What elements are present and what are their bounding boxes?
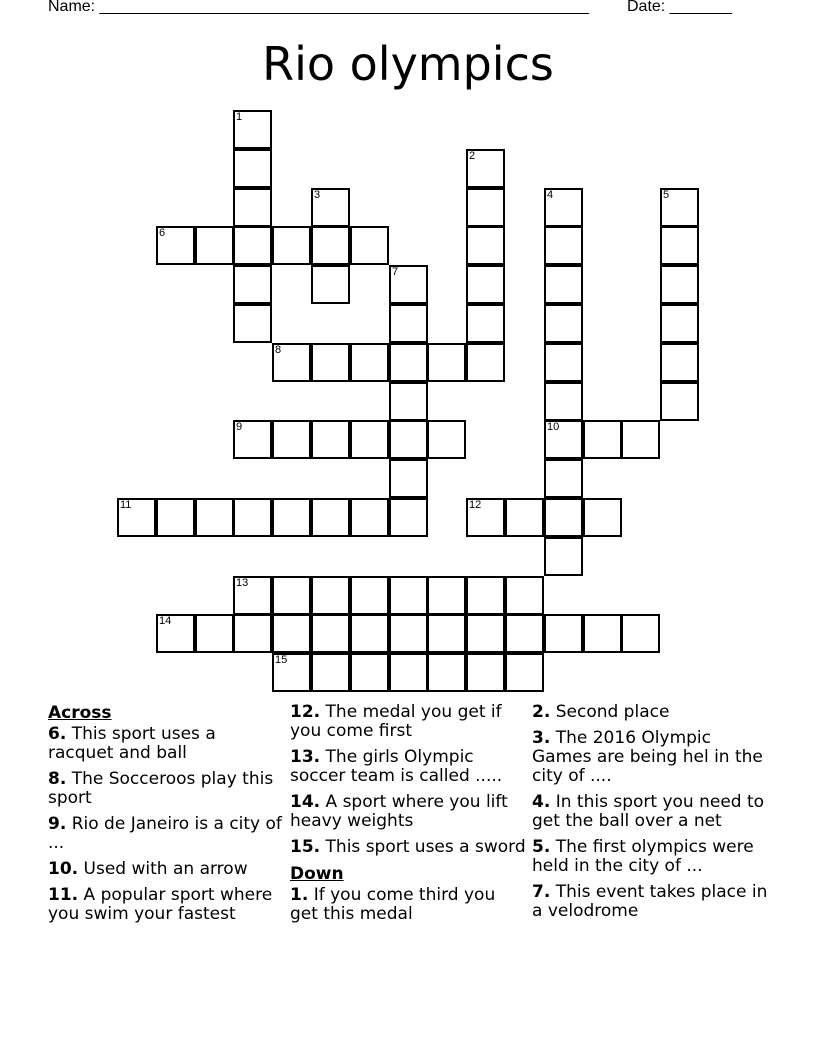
grid-cell[interactable] — [389, 614, 428, 653]
grid-cell[interactable] — [350, 653, 389, 692]
grid-cell[interactable] — [389, 459, 428, 498]
clue-across-6: 6. This sport uses a racquet and ball — [48, 724, 216, 763]
grid-cell[interactable] — [544, 614, 583, 653]
grid-cell[interactable] — [272, 420, 311, 459]
clue-number: 3 — [314, 189, 321, 201]
clue-down-3: 3. The 2016 Olympic Games are being hel in the city of .... — [532, 728, 763, 786]
grid-cell[interactable] — [233, 188, 272, 227]
page-title: Rio olympics — [262, 37, 554, 91]
grid-cell[interactable] — [272, 653, 311, 692]
across-heading: Across — [48, 703, 112, 723]
grid-cell[interactable] — [389, 498, 428, 537]
clue-number: 15 — [275, 654, 288, 666]
clue-number: 13 — [236, 577, 249, 589]
clue-down-4: 4. In this sport you need to get the ball over a net — [532, 792, 765, 831]
grid-cell[interactable] — [272, 343, 311, 382]
clue-number: 11 — [120, 499, 132, 511]
clue-number: 7 — [392, 266, 399, 278]
grid-cell[interactable] — [195, 498, 234, 537]
grid-cell[interactable] — [311, 498, 350, 537]
clues-column-2 — [290, 703, 526, 931]
grid-cell[interactable] — [544, 226, 583, 265]
grid-cell[interactable] — [350, 576, 389, 615]
clue-number: 2 — [469, 150, 476, 162]
grid-cell[interactable] — [389, 343, 428, 382]
grid-cell[interactable] — [389, 576, 428, 615]
grid-cell[interactable] — [156, 614, 195, 653]
grid-cell[interactable] — [505, 576, 544, 615]
grid-cell[interactable] — [505, 498, 544, 537]
grid-cell[interactable] — [233, 265, 272, 304]
clue-number: 14 — [159, 615, 172, 627]
grid-cell[interactable] — [311, 576, 350, 615]
clue-number: 1 — [236, 111, 243, 123]
clue-down-2: 2. Second place — [532, 702, 670, 722]
grid-cell[interactable] — [389, 382, 428, 421]
grid-cell[interactable] — [466, 226, 505, 265]
date-field[interactable]: Date: _______ — [627, 0, 732, 15]
clue-number: 4 — [547, 189, 554, 201]
grid-cell[interactable] — [311, 343, 350, 382]
grid-cell[interactable] — [311, 614, 350, 653]
grid-cell[interactable] — [660, 265, 699, 304]
grid-cell[interactable] — [621, 420, 660, 459]
grid-cell[interactable] — [350, 614, 389, 653]
grid-cell[interactable] — [505, 653, 544, 692]
clue-number: 5 — [663, 189, 670, 201]
grid-cell[interactable] — [156, 498, 195, 537]
grid-cell[interactable] — [583, 420, 622, 459]
grid-cell[interactable] — [233, 420, 272, 459]
grid-cell[interactable] — [233, 576, 272, 615]
grid-cell[interactable] — [389, 420, 428, 459]
clue-across-9: 9. Rio de Janeiro is a city of ... — [48, 814, 282, 853]
grid-cell[interactable] — [466, 576, 505, 615]
grid-cell[interactable] — [427, 420, 466, 459]
grid-cell[interactable] — [389, 304, 428, 343]
down-heading: Down — [290, 864, 344, 884]
clues-column-1 — [48, 703, 284, 931]
grid-cell[interactable] — [466, 304, 505, 343]
grid-cell[interactable] — [389, 265, 428, 304]
grid-cell[interactable] — [156, 226, 195, 265]
grid-cell[interactable] — [311, 265, 350, 304]
clue-number: 10 — [547, 421, 560, 433]
grid-cell[interactable] — [350, 226, 389, 265]
grid-cell[interactable] — [660, 226, 699, 265]
grid-cell[interactable] — [233, 498, 272, 537]
grid-cell[interactable] — [544, 498, 583, 537]
clue-across-15: 15. This sport uses a sword — [290, 837, 526, 857]
grid-cell[interactable] — [427, 576, 466, 615]
grid-cell[interactable] — [427, 343, 466, 382]
clue-number: 8 — [275, 344, 282, 356]
grid-cell[interactable] — [466, 653, 505, 692]
grid-cell[interactable] — [544, 537, 583, 576]
grid-cell[interactable] — [311, 188, 350, 227]
clue-across-8: 8. The Socceroos play this sport — [48, 769, 274, 808]
grid-cell[interactable] — [311, 653, 350, 692]
grid-cell[interactable] — [272, 226, 311, 265]
grid-cell[interactable] — [311, 226, 350, 265]
grid-cell[interactable] — [660, 343, 699, 382]
grid-cell[interactable] — [466, 614, 505, 653]
grid-cell[interactable] — [272, 576, 311, 615]
grid-cell[interactable] — [466, 265, 505, 304]
grid-cell[interactable] — [505, 614, 544, 653]
grid-cell[interactable] — [583, 498, 622, 537]
clue-across-11: 11. A popular sport where you swim your fastest — [48, 885, 273, 924]
clue-across-12: 12. The medal you get if you come first — [290, 702, 502, 741]
clue-number: 12 — [469, 499, 482, 511]
grid-cell[interactable] — [233, 149, 272, 188]
grid-cell[interactable] — [350, 498, 389, 537]
clue-across-13: 13. The girls Olympic soccer team is called ..... — [290, 747, 503, 786]
grid-cell[interactable] — [544, 459, 583, 498]
grid-cell[interactable] — [427, 614, 466, 653]
grid-cell[interactable] — [583, 614, 622, 653]
name-field[interactable]: Name: _______________________________________________________ — [48, 0, 589, 15]
grid-cell[interactable] — [272, 614, 311, 653]
grid-cell[interactable] — [660, 188, 699, 227]
grid-cell[interactable] — [544, 304, 583, 343]
clue-number: 9 — [236, 421, 243, 433]
grid-cell[interactable] — [544, 420, 583, 459]
clue-across-14: 14. A sport where you lift heavy weights — [290, 792, 508, 831]
grid-cell[interactable] — [389, 653, 428, 692]
grid-cell[interactable] — [466, 149, 505, 188]
grid-cell[interactable] — [466, 343, 505, 382]
grid-cell[interactable] — [272, 498, 311, 537]
clue-down-5: 5. The first olympics were held in the city of ... — [532, 837, 754, 876]
grid-cell[interactable] — [427, 653, 466, 692]
grid-cell[interactable] — [233, 304, 272, 343]
grid-cell[interactable] — [544, 188, 583, 227]
grid-cell[interactable] — [233, 226, 272, 265]
clue-number: 6 — [159, 227, 166, 239]
grid-cell[interactable] — [544, 265, 583, 304]
grid-cell[interactable] — [233, 614, 272, 653]
grid-cell[interactable] — [466, 188, 505, 227]
grid-cell[interactable] — [117, 498, 156, 537]
grid-cell[interactable] — [195, 226, 234, 265]
grid-cell[interactable] — [195, 614, 234, 653]
grid-cell[interactable] — [311, 420, 350, 459]
grid-cell[interactable] — [466, 498, 505, 537]
grid-cell[interactable] — [660, 304, 699, 343]
grid-cell[interactable] — [544, 343, 583, 382]
clue-down-1: 1. If you come third you get this medal — [290, 885, 496, 924]
grid-cell[interactable] — [544, 382, 583, 421]
clue-across-10: 10. Used with an arrow — [48, 859, 248, 879]
grid-cell[interactable] — [350, 420, 389, 459]
clues-column-3 — [532, 703, 768, 928]
grid-cell[interactable] — [233, 110, 272, 149]
grid-cell[interactable] — [350, 343, 389, 382]
grid-cell[interactable] — [621, 614, 660, 653]
grid-cell[interactable] — [660, 382, 699, 421]
clue-down-7: 7. This event takes place in a velodrome — [532, 882, 768, 921]
